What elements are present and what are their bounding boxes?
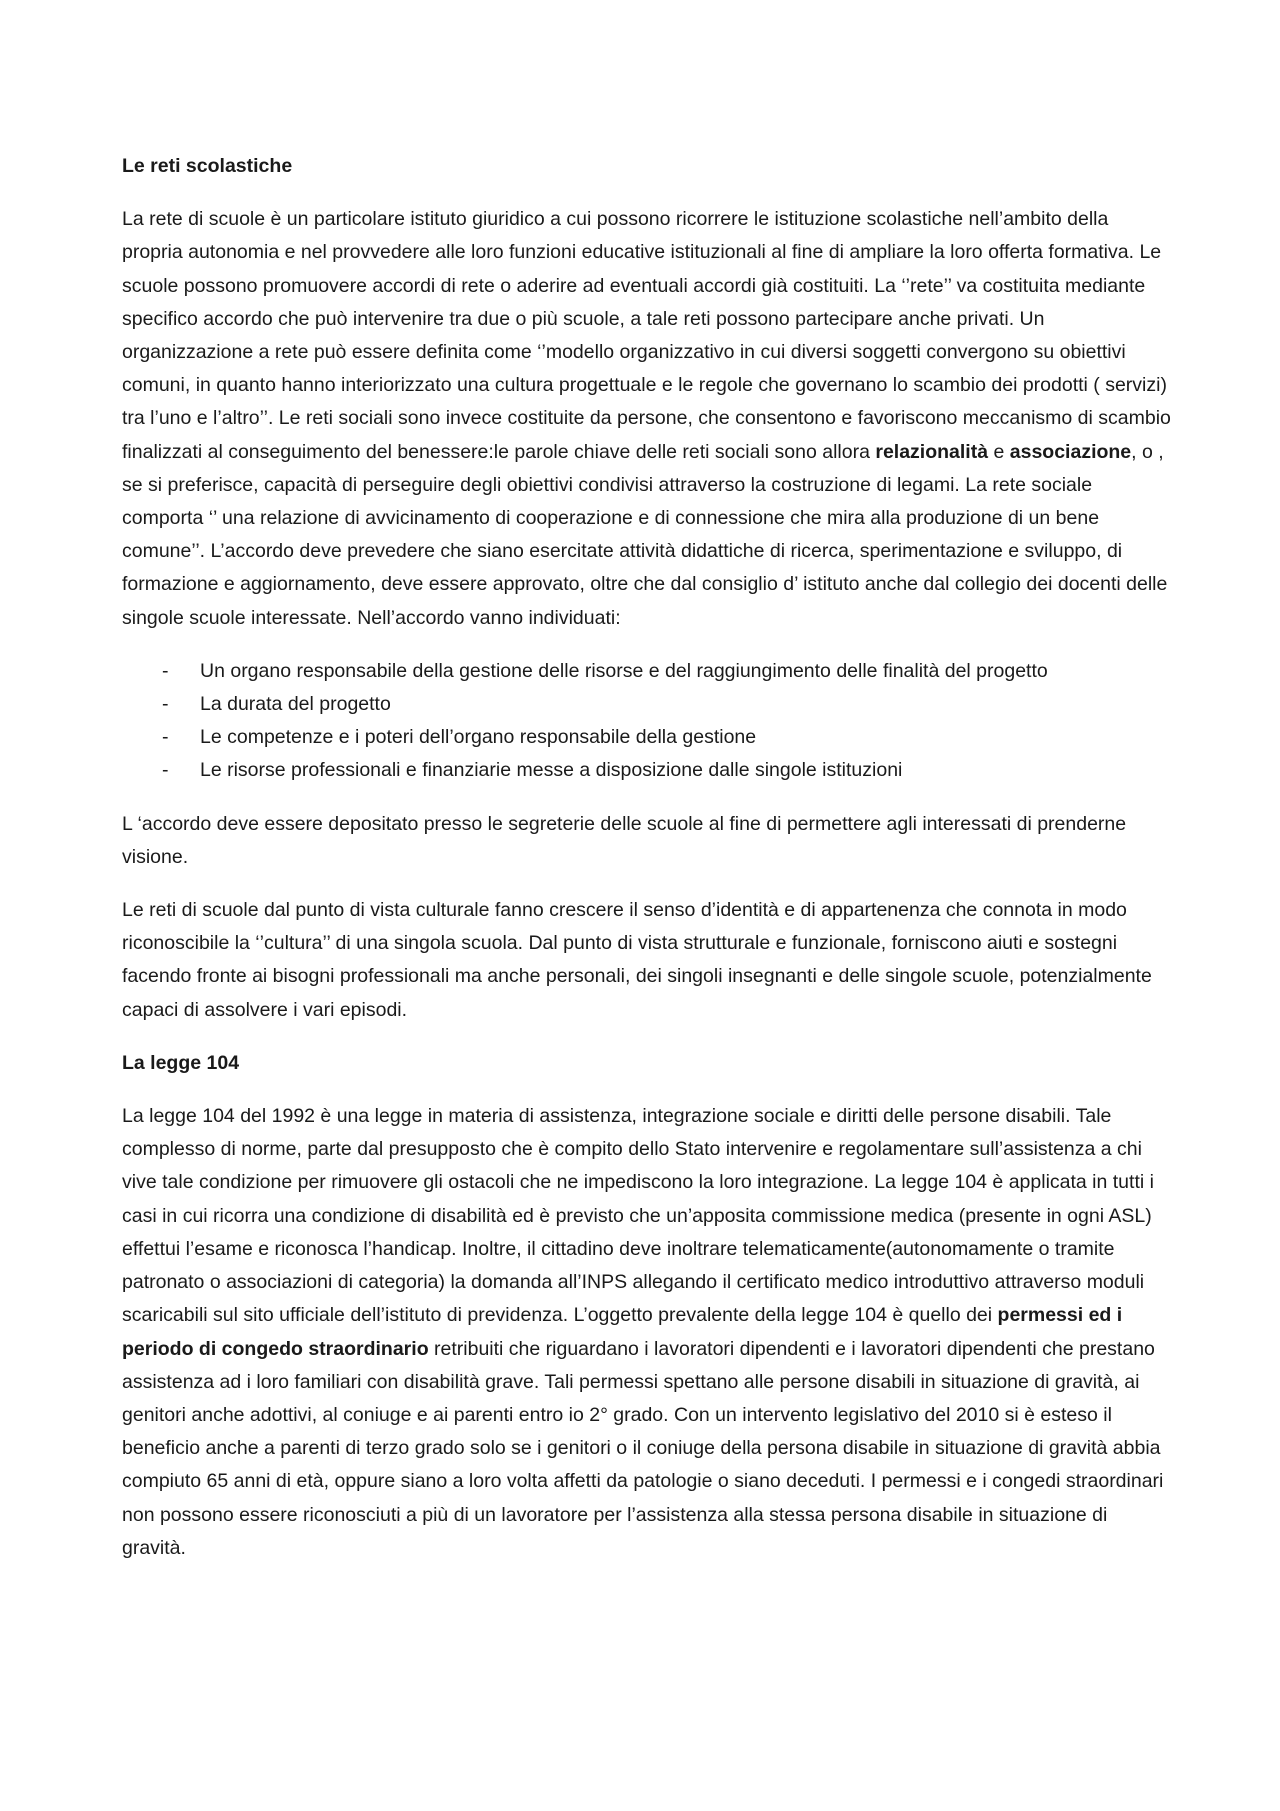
paragraph-reti-definition <box>122 203 1172 635</box>
text-run: retribuiti che riguardano i lavoratori dipendenti e i lavoratori dipendenti che prestano assistenza ad i loro familiari con disabilità grave. Tali permessi spettano alle persone disabili in situazione di gravità, ai genitori anche adottivi, al coniuge e ai parenti entro io 2° grado. Con un intervento legislativo del 2010 si è esteso il beneficio anche a parenti di terzo grado solo se i genitori o il coniuge della persona disabile in situazione di gravità abbia compiuto 65 anni di età, oppure siano a loro volta affetti da patologie o siano deceduti. I permessi e i congedi straordinari non possono essere riconosciuti a più di un lavoratore per l’assistenza alla stessa persona disabile in situazione di gravità. <box>122 1337 1164 1559</box>
paragraph-accordo-deposito: L ‘accordo deve essere depositato presso le segreterie delle scuole al fine di permettere agli interessati di prenderne visione. <box>122 812 1127 868</box>
bold-term-associazione: associazione <box>1009 440 1132 463</box>
document-body <box>122 150 1172 1585</box>
section-title-legge-104: La legge 104 <box>122 1051 240 1074</box>
bullet-dash: - <box>162 726 169 749</box>
paragraph-reti-culturale: Le reti di scuole dal punto di vista culturale fanno crescere il senso d’identità e di appartenenza che connota in modo riconoscibile la ‘’cultura’’ di una singola scuola. Dal punto di vista strutturale e funzionale, forniscono aiuti e sostegni facendo fronte ai bisogni professionali ma anche personali, dei singoli insegnanti e delle singole scuole, potenzialmente capaci di assolvere i vari episodi. <box>122 899 1152 1021</box>
text-run: , o , se si preferisce, capacità di perseguire degli obiettivi condivisi attraverso la costruzione di legami. La rete sociale comporta ‘’ una relazione di avvicinamento di cooperazione e di connessione che mira alla produzione di un bene comune’’. L’accordo deve prevedere che siano esercitate attività didattiche di ricerca, sperimentazione e sviluppo, di formazione e aggiornamento, deve essere approvato, oltre che dal consiglio d’ istituto anche dal collegio dei docenti delle singole scuole interessate. Nell’accordo vanno individuati: <box>122 440 1168 629</box>
bullet-list <box>122 655 1172 788</box>
bullet-dash: - <box>162 693 169 716</box>
bullet-dash: - <box>162 759 169 782</box>
text-run: La legge 104 del 1992 è una legge in materia di assistenza, integrazione sociale e diritti delle persone disabili. Tale complesso di norme, parte dal presupposto che è compito dello Stato intervenire e regolamentare sull’assistenza a chi vive tale condizione per rimuovere gli ostacoli che ne impediscono la loro integrazione. La legge 104 è applicata in tutti i casi in cui ricorra una condizione di disabilità ed è previsto che un’apposita commissione medica (presente in ogni ASL) effettui l’esame e riconosca l’handicap. Inoltre, il cittadino deve inoltrare telematicamente(autonomamente o tramite patronato o associazioni di categoria) la domanda all’INPS allegando il certificato medico introduttivo attraverso moduli scaricabili sul sito ufficiale dell’istituto di previdenza. L’oggetto prevalente della legge 104 è quello dei <box>122 1105 1154 1327</box>
text-run: e <box>988 440 1010 463</box>
list-item-text: La durata del progetto <box>200 693 391 716</box>
list-item <box>122 655 1172 688</box>
list-item-text: Le competenze e i poteri dell’organo responsabile della gestione <box>200 726 757 749</box>
list-item <box>122 721 1172 754</box>
bold-term-permessi: permessi ed i periodo di congedo straordinario <box>122 1304 1123 1360</box>
list-item-text: Un organo responsabile della gestione delle risorse e del raggiungimento delle finalità del progetto <box>200 659 1048 682</box>
section-title-reti-scolastiche: Le reti scolastiche <box>122 155 293 177</box>
list-item <box>122 754 1172 787</box>
list-item-text: Le risorse professionali e finanziarie messe a disposizione dalle singole istituzioni <box>200 759 903 782</box>
list-item <box>122 688 1172 721</box>
bold-term-relazionalita: relazionalità <box>875 440 989 463</box>
paragraph-legge-104 <box>122 1100 1172 1565</box>
text-run: La rete di scuole è un particolare istituto giuridico a cui possono ricorrere le istituzione scolastiche nell’ambito della propria autonomia e nel provvedere alle loro funzioni educative istituzionali al fine di ampliare la loro offerta formativa. Le scuole possono promuovere accordi di rete o aderire ad eventuali accordi già costituiti. La ‘’rete’’ va costituita mediante specifico accordo che può intervenire tra due o più scuole, a tale reti possono partecipare anche privati. Un organizzazione a rete può essere definita come ‘’modello organizzativo in cui diversi soggetti convergono su obiettivi comuni, in quanto hanno interiorizzato una cultura progettuale e le regole che governano lo scambio dei prodotti ( servizi) tra l’uno e l’altro’’. Le reti sociali sono invece costituite da persone, che consentono e favoriscono meccanismo di scambio finalizzati al conseguimento del benessere:le parole chiave delle reti sociali sono allora <box>122 208 1171 463</box>
bullet-dash: - <box>162 659 169 682</box>
